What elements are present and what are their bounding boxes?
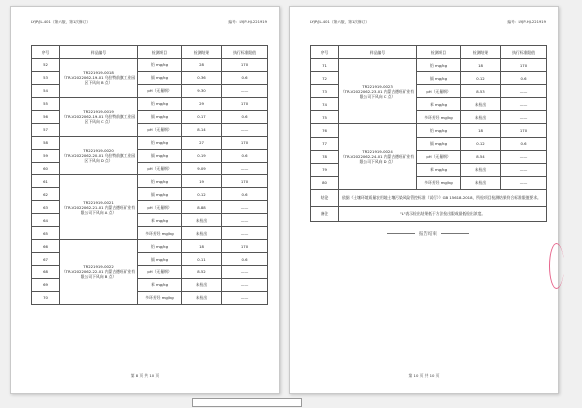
doc-version-label: LYJP/JL-401（第六版，第1次修订） (31, 20, 91, 24)
test-result: 0.19 (182, 149, 222, 162)
standard-limit: 170 (501, 59, 547, 72)
sample-id-cell (339, 59, 417, 124)
sample-id-cell (60, 59, 138, 98)
test-result: 0.11 (182, 253, 222, 266)
test-item: 铅 mg/kg (417, 124, 461, 137)
standard-limit: —— (501, 85, 547, 98)
row-no: 56 (32, 110, 60, 123)
report-page-8 (10, 6, 280, 394)
test-result: 未检出 (461, 98, 501, 111)
standard-limit: 170 (222, 136, 268, 149)
col-header-sample: 样品编号 (339, 46, 417, 59)
test-item: pH（无量纲） (138, 266, 182, 279)
test-result: 未检出 (182, 214, 222, 227)
test-result: 未检出 (461, 163, 501, 176)
row-no: 79 (311, 163, 339, 176)
row-no: 76 (311, 124, 339, 137)
col-header-result: 检测结果 (461, 46, 501, 59)
table-row (311, 59, 547, 72)
standard-limit: 0.6 (222, 110, 268, 123)
test-item: 多环芳烃 mg/kg (138, 227, 182, 240)
row-no: 62 (32, 188, 60, 201)
row-no: 61 (32, 175, 60, 188)
sample-description: （TR-V2022062-19-01 乌拉特前旗工业园区下风向 C 点） (61, 114, 136, 125)
standard-limit: —— (222, 84, 268, 97)
page-scroll-bar[interactable] (192, 398, 302, 407)
sample-description: （TR-V2022062-20-01 乌拉特前旗工业园区下风向 D 点） (61, 153, 136, 164)
test-item: 铅 mg/kg (138, 59, 182, 72)
page-header (310, 18, 546, 27)
test-result: 未检出 (182, 291, 222, 304)
test-result: 0.12 (182, 188, 222, 201)
sample-code: TR221919-0020 (83, 148, 114, 154)
sample-description: （TR-V2022062-24-01 内蒙古德旺矿业有限公司下风向 D 点） (340, 154, 415, 165)
test-result: 29 (182, 97, 222, 110)
test-item: pH（无量纲） (138, 123, 182, 136)
test-item: 铅 mg/kg (138, 175, 182, 188)
row-no: 74 (311, 98, 339, 111)
col-header-item: 检测项目 (417, 46, 461, 59)
col-header-no: 序号 (32, 46, 60, 59)
divider (441, 233, 469, 234)
row-no: 63 (32, 201, 60, 214)
standard-limit: —— (222, 214, 268, 227)
row-no: 77 (311, 137, 339, 150)
remark-text: "L"表示检出结果低于方法检出限或最低检出浓度。 (339, 206, 547, 221)
test-result: 0.12 (461, 72, 501, 85)
sample-id-cell (60, 136, 138, 175)
doc-version-label: LYJP/JL-401（第六版，第1次修订） (310, 20, 370, 24)
sample-description: （TR-V2022062-23-01 内蒙古德旺矿业有限公司下风向 C 点） (340, 88, 415, 99)
test-result: 未检出 (182, 278, 222, 291)
row-no: 55 (32, 97, 60, 110)
table-header-row (311, 46, 547, 59)
test-item: pH（无量纲） (138, 201, 182, 214)
row-no: 80 (311, 176, 339, 189)
sample-id-cell (60, 240, 138, 305)
standard-limit: —— (222, 123, 268, 136)
standard-limit: 0.6 (501, 137, 547, 150)
col-header-no: 序号 (311, 46, 339, 59)
standard-limit: 0.6 (222, 71, 268, 84)
test-item: 镉 mg/kg (138, 71, 182, 84)
test-item: 镉 mg/kg (138, 110, 182, 123)
row-no: 59 (32, 149, 60, 162)
test-result: 8.14 (182, 123, 222, 136)
test-item: 镉 mg/kg (138, 149, 182, 162)
page-footer: 第 10 页 共 10 页 (408, 373, 440, 378)
test-item: 铅 mg/kg (138, 240, 182, 253)
results-table (31, 45, 268, 305)
standard-limit: —— (222, 266, 268, 279)
seal-stamp (549, 243, 564, 289)
test-item: 苯 mg/kg (417, 98, 461, 111)
table-row (32, 97, 268, 110)
col-header-limit: 执行标准限值 (222, 46, 268, 59)
row-no: 75 (311, 111, 339, 124)
col-header-item: 检测项目 (138, 46, 182, 59)
test-item: 铅 mg/kg (138, 97, 182, 110)
test-result: 28 (182, 59, 222, 72)
standard-limit: —— (501, 163, 547, 176)
report-end-marker (310, 231, 546, 237)
test-result: 18 (182, 240, 222, 253)
row-no: 66 (32, 240, 60, 253)
report-page-10 (289, 6, 559, 394)
sample-id-cell (60, 97, 138, 136)
standard-limit: —— (501, 98, 547, 111)
test-result: 8.54 (461, 150, 501, 163)
remark-label: 备注 (311, 206, 339, 221)
conclusion-row (311, 189, 547, 206)
test-result: 未检出 (461, 176, 501, 189)
standard-limit: 170 (222, 240, 268, 253)
standard-limit: 0.6 (222, 149, 268, 162)
test-result: 8.52 (182, 266, 222, 279)
standard-limit: 170 (501, 124, 547, 137)
sample-code: TR221919-0018 (83, 70, 114, 76)
row-no: 78 (311, 150, 339, 163)
col-header-result: 检测结果 (182, 46, 222, 59)
standard-limit: —— (501, 111, 547, 124)
test-item: 多环芳烃 mg/kg (417, 111, 461, 124)
test-item: pH（无量纲） (138, 84, 182, 97)
row-no: 71 (311, 59, 339, 72)
test-result: 19 (182, 175, 222, 188)
test-result: 18 (461, 59, 501, 72)
standard-limit: 0.6 (501, 72, 547, 85)
sample-code: TR221919-0021 (83, 199, 114, 205)
conclusion-label: 结论 (311, 189, 339, 206)
col-header-limit: 执行标准限值 (501, 46, 547, 59)
sample-description: （TR-V2022062-21-01 内蒙古德旺矿业有限公司下风向 A 点） (61, 204, 136, 215)
standard-limit: —— (222, 227, 268, 240)
standard-limit: 170 (222, 59, 268, 72)
test-result: 9.09 (182, 162, 222, 175)
test-item: 苯 mg/kg (138, 278, 182, 291)
test-result: 8.88 (182, 201, 222, 214)
table-row (311, 124, 547, 137)
standard-limit: 0.6 (222, 253, 268, 266)
table-row (32, 59, 268, 72)
standard-limit: —— (222, 201, 268, 214)
row-no: 73 (311, 85, 339, 98)
row-no: 57 (32, 123, 60, 136)
test-item: 镉 mg/kg (138, 188, 182, 201)
report-number-label: 编号：LYJP-HJ-221919 (228, 20, 267, 24)
sample-code: TR221919-0019 (83, 109, 114, 115)
table-header-row (32, 46, 268, 59)
row-no: 54 (32, 84, 60, 97)
test-result: 0.17 (182, 110, 222, 123)
test-item: 镉 mg/kg (417, 137, 461, 150)
row-no: 52 (32, 59, 60, 72)
test-result: 18 (461, 124, 501, 137)
report-number-label: 编号：LYJP-HJ-221919 (507, 20, 546, 24)
sample-code: TR221919-0022 (83, 264, 114, 270)
test-item: pH（无量纲） (417, 150, 461, 163)
standard-limit: 0.6 (222, 188, 268, 201)
row-no: 68 (32, 266, 60, 279)
row-no: 64 (32, 214, 60, 227)
table-row (32, 136, 268, 149)
test-result: 0.12 (461, 137, 501, 150)
test-item: 多环芳烃 mg/kg (417, 176, 461, 189)
sample-description: （TR-V2022062-22-01 内蒙古德旺矿业有限公司下风向 B 点） (61, 269, 136, 280)
results-table (310, 45, 547, 222)
sample-id-cell (339, 124, 417, 189)
test-item: 多环芳烃 mg/kg (138, 291, 182, 304)
sample-description: （TR-V2022062-19-01 乌拉特前旗工业园区下风向 B 点） (61, 75, 136, 86)
table-row (32, 175, 268, 188)
row-no: 58 (32, 136, 60, 149)
test-item: 铅 mg/kg (138, 136, 182, 149)
test-result: 9.30 (182, 84, 222, 97)
table-row (32, 240, 268, 253)
report-end-text: 报告结束 (419, 232, 437, 237)
row-no: 65 (32, 227, 60, 240)
test-item: 镉 mg/kg (417, 72, 461, 85)
row-no: 53 (32, 71, 60, 84)
test-item: pH（无量纲） (138, 162, 182, 175)
standard-limit: —— (222, 162, 268, 175)
test-result: 未检出 (461, 111, 501, 124)
sample-code: TR221919-0024 (362, 149, 393, 155)
test-result: 8.53 (461, 85, 501, 98)
row-no: 69 (32, 278, 60, 291)
page-header (31, 18, 267, 27)
sample-id-cell (60, 175, 138, 240)
sample-code: TR221919-0023 (362, 83, 393, 89)
test-item: 镉 mg/kg (138, 253, 182, 266)
row-no: 67 (32, 253, 60, 266)
conclusion-text: 依据《土壤环境质量农用地土壤污染风险管控标准（试行）》GB 15618-2018，所检项目检测结果符合标准限值要求。 (339, 189, 547, 206)
standard-limit: —— (501, 150, 547, 163)
test-item: 铅 mg/kg (417, 59, 461, 72)
standard-limit: —— (222, 291, 268, 304)
standard-limit: 170 (222, 175, 268, 188)
test-item: 苯 mg/kg (417, 163, 461, 176)
test-result: 0.36 (182, 71, 222, 84)
standard-limit: 170 (222, 97, 268, 110)
row-no: 72 (311, 72, 339, 85)
page-footer: 第 8 页 共 10 页 (130, 373, 160, 378)
standard-limit: —— (222, 278, 268, 291)
test-result: 27 (182, 136, 222, 149)
remark-row (311, 206, 547, 221)
col-header-sample: 样品编号 (60, 46, 138, 59)
standard-limit: —— (501, 176, 547, 189)
test-item: pH（无量纲） (417, 85, 461, 98)
test-item: 苯 mg/kg (138, 214, 182, 227)
row-no: 60 (32, 162, 60, 175)
divider (387, 233, 415, 234)
row-no: 70 (32, 291, 60, 304)
test-result: 未检出 (182, 227, 222, 240)
